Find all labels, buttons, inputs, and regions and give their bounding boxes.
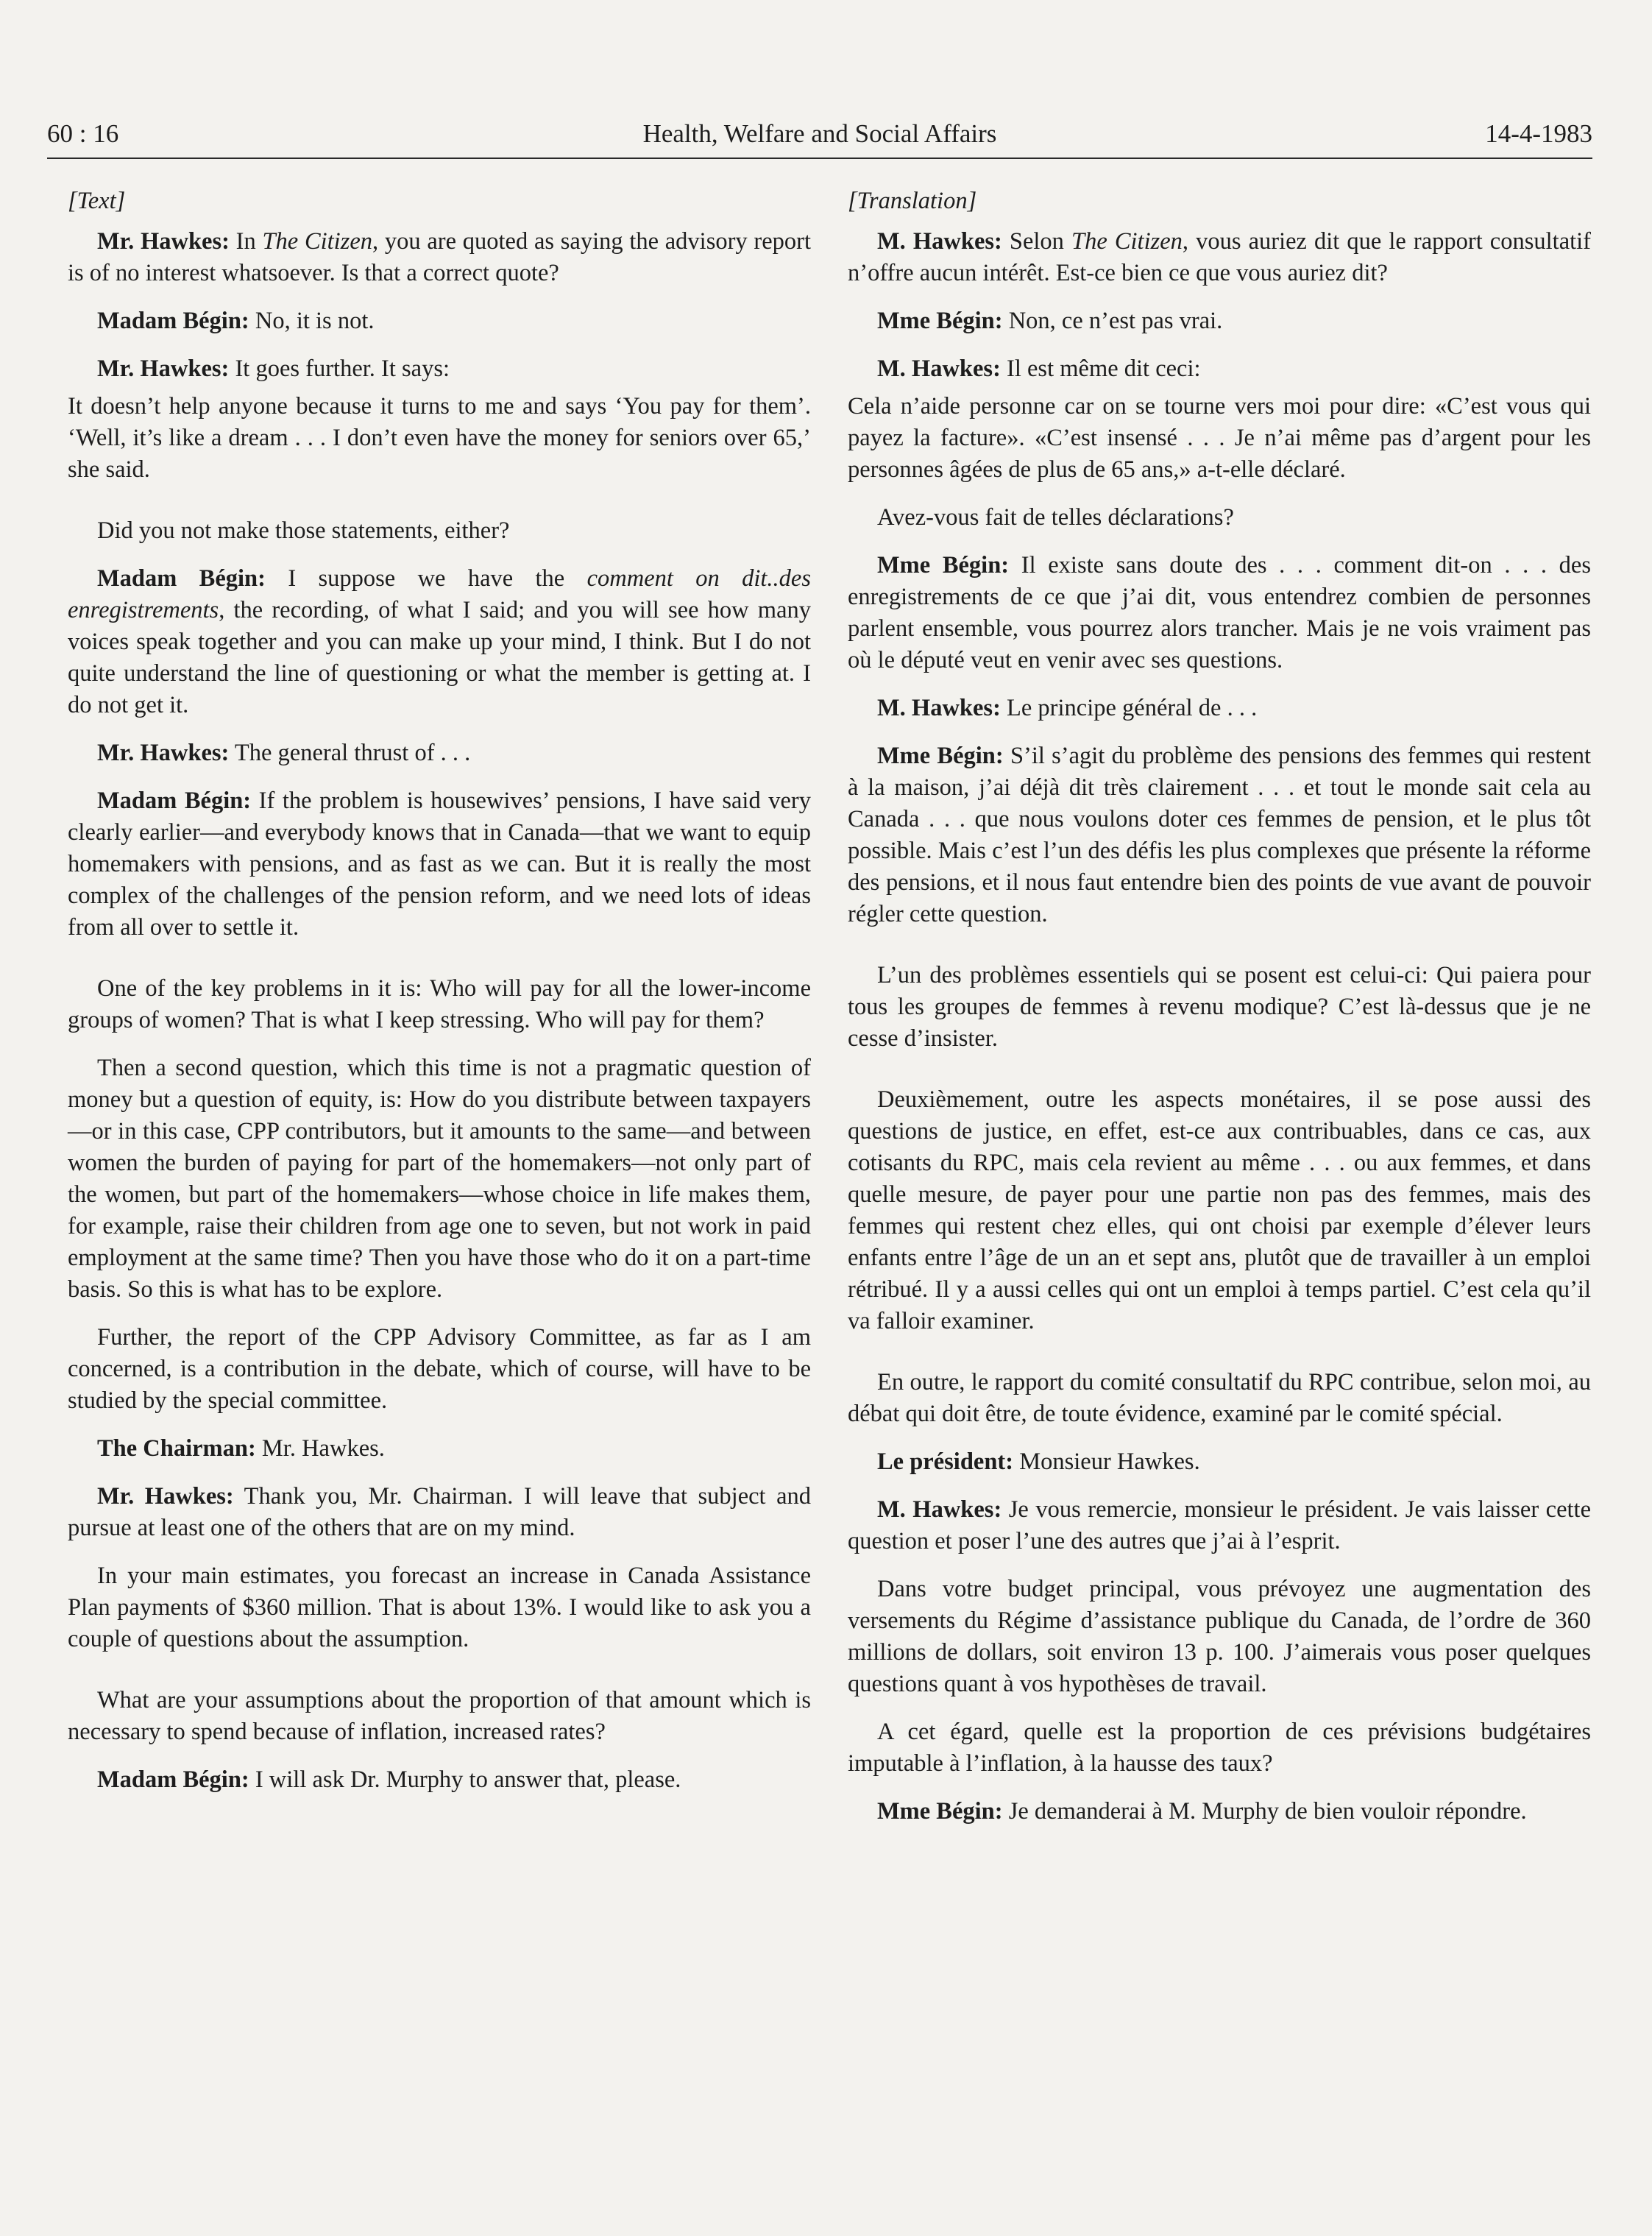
speaker-name: Mr. Hawkes: [97,355,230,382]
paragraph: M. Hawkes: Il est même dit ceci: [877,355,1201,382]
paragraph: En outre, le rapport du comité consultatif du RPC contribue, selon moi, au débat qui doit être, de toute évidence, examiné par le comité spécial. [848,1369,1591,1427]
quotation: It doesn’t help anyone because it turns to me and says ‘You pay for them’. ‘Well, it’s like a dream . . . I don’t even have the money for seniors over 65,’ she said. [68,393,811,483]
paragraph: Further, the report of the CPP Advisory Committee, as far as I am concerned, is a contribution in the debate, which of course, will have to be studied by the special committee. [68,1324,811,1414]
paragraph: Avez-vous fait de telles déclarations? [877,504,1234,531]
paragraph: Madam Bégin: No, it is not. [97,308,375,334]
speaker-name: M. Hawkes: [877,355,1001,382]
paragraph: Mr. Hawkes: The general thrust of . . . [97,740,471,766]
speaker-name: M. Hawkes: [877,695,1001,721]
speaker-name: The Chairman: [97,1435,256,1462]
speaker-name: Mr. Hawkes: [97,228,230,255]
paragraph: Mme Bégin: S’il s’agit du problème des pensions des femmes qui restent à la maison, j’ai déjà dit très clairement . . . et tout le monde sait cela au Canada . . . que nous voulons doter ces femmes de pension, et le plus tôt possible. Mais c’est l’un des défis les plus complexes que présente la réforme des pensions, et il nous faut entendre bien des points de vue avant de pouvoir régler cette question. [848,743,1592,927]
speaker-name: M. Hawkes: [877,228,1002,255]
paragraph: Mme Bégin: Non, ce n’est pas vrai. [877,308,1223,334]
paragraph: Mr. Hawkes: In The Citizen, you are quoted as saying the advisory report is of no interest whatsoever. Is that a correct quote? [68,228,811,286]
speaker-name: M. Hawkes: [877,1496,1002,1523]
quotation: Cela n’aide personne car on se tourne vers moi pour dire: «C’est vous qui payez la facture». «C’est insensé . . . Je n’ai même pas d’argent pour les personnes âgées de plus de 65 ans,» a-t-elle déclaré. [848,393,1591,483]
paragraph: Dans votre budget principal, vous prévoyez une augmentation des versements du Régime d’assistance publique du Canada, de l’ordre de 360 millions de dollars, soit environ 13 p. 100. J’aimerais vous poser quelques questions quant à vos hypothèses de travail. [848,1576,1591,1697]
speaker-name: Mme Bégin: [877,743,1004,769]
paragraph: Madam Bégin: I will ask Dr. Murphy to answer that, please. [97,1766,681,1793]
paragraph: M. Hawkes: Selon The Citizen, vous auriez dit que le rapport consultatif n’offre aucun intérêt. Est-ce bien ce que vous auriez dit? [848,228,1591,286]
paragraph: One of the key problems in it is: Who will pay for all the lower-income groups of women? That is what I keep stressing. Who will pay for them? [68,975,811,1033]
page-date: 14-4-1983 [1485,119,1592,148]
speaker-name: Madam Bégin: [97,565,266,592]
page-header [47,116,1592,159]
running-title: Health, Welfare and Social Affairs [642,119,997,148]
paragraph: Mr. Hawkes: It goes further. It says: [97,355,450,382]
speaker-name: Madam Bégin: [97,308,249,334]
paragraph: Mme Bégin: Il existe sans doute des . . . comment dit-on . . . des enregistrements de ce que j’ai dit, vous entendrez combien de personnes parlent ensemble, vous pourrez alors trancher. Mais je ne vois vraiment pas où le député veut en venir avec ses questions. [848,552,1591,673]
speaker-name: Mr. Hawkes: [97,1483,234,1510]
paragraph: Le président: Monsieur Hawkes. [877,1448,1200,1475]
speaker-name: Madam Bégin: [97,1766,249,1793]
paragraph: The Chairman: Mr. Hawkes. [97,1435,385,1462]
column-label: [Translation] [848,188,977,214]
publication-title: The Citizen [1071,228,1183,255]
paragraph: Did you not make those statements, either? [97,517,510,544]
speaker-name: Mme Bégin: [877,1798,1003,1825]
speaker-name: Mr. Hawkes: [97,740,230,766]
paragraph: Mr. Hawkes: Thank you, Mr. Chairman. I will leave that subject and pursue at least one of the others that are on my mind. [68,1483,811,1541]
paragraph: Mme Bégin: Je demanderai à M. Murphy de bien vouloir répondre. [877,1798,1527,1825]
page-number: 60 : 16 [47,119,119,148]
paragraph: In your main estimates, you forecast an increase in Canada Assistance Plan payments of $360 million. That is about 13%. I would like to ask you a couple of questions about the assumption. [68,1563,811,1652]
english-column [68,185,811,1812]
speaker-name: Mme Bégin: [877,552,1010,579]
paragraph: Madam Bégin: I suppose we have the comment on dit..des enregistrements, the recording, of what I said; and you will see how many voices speak together and you can make up your mind, I think. But I do not quite understand the line of questioning or what the member is getting at. I do not get it. [68,565,812,718]
speaker-name: Le président: [877,1448,1014,1475]
paragraph: A cet égard, quelle est la proportion de ces prévisions budgétaires imputable à l’inflation, à la hausse des taux? [848,1719,1591,1777]
paragraph: What are your assumptions about the proportion of that amount which is necessary to spend because of inflation, increased rates? [68,1687,811,1745]
paragraph: Then a second question, which this time is not a pragmatic question of money but a question of equity, is: How do you distribute between taxpayers—or in this case, CPP contributors, but it amounts to the same—and between women the burden of paying for part of the homemakers—not only part of the women, but part of the homemakers—whose choice in life makes them, for example, raise their children from age one to seven, but not work in paid employment at the same time? Then you have those who do it on a part-time basis. So this is what has to be explore. [68,1055,811,1303]
paragraph: L’un des problèmes essentiels qui se posent est celui-ci: Qui paiera pour tous les groupes de femmes à revenu modique? C’est là-dessus que je ne cesse d’insister. [848,962,1591,1052]
paragraph: Deuxièmement, outre les aspects monétaires, il se pose aussi des questions de justice, en effet, est-ce aux contribuables, dans ce cas, aux cotisants du RPC, mais cela revient au même . . . ou aux femmes, et dans quelle mesure, de payer pour une partie non pas des femmes, mais des femmes qui restent chez elles, qui ont choisi par exemple d’élever leurs enfants entre l’âge de un an et sept ans, plutôt que de travailler à un emploi rétribué. Il y a aussi celles qui ont un emploi à temps partiel. C’est cela qu’il va falloir examiner. [848,1086,1591,1334]
publication-title: The Citizen [262,228,373,255]
paragraph: Madam Bégin: If the problem is housewives’ pensions, I have said very clearly earlier—and everybody knows that in Canada—that we want to equip homemakers with pensions, and as fast as we can. But it is really the most complex of the challenges of the pension reform, and we need lots of ideas from all over to settle it. [68,788,811,941]
paragraph: M. Hawkes: Je vous remercie, monsieur le président. Je vais laisser cette question et poser l’une des autres que j’ai à l’esprit. [848,1496,1591,1554]
french-column [848,185,1591,1844]
speaker-name: Mme Bégin: [877,308,1003,334]
italic-phrase: comment on dit..des enregistrements [68,565,812,623]
column-label: [Text] [68,188,126,214]
speaker-name: Madam Bégin: [97,788,252,814]
paragraph: M. Hawkes: Le principe général de . . . [877,695,1258,721]
